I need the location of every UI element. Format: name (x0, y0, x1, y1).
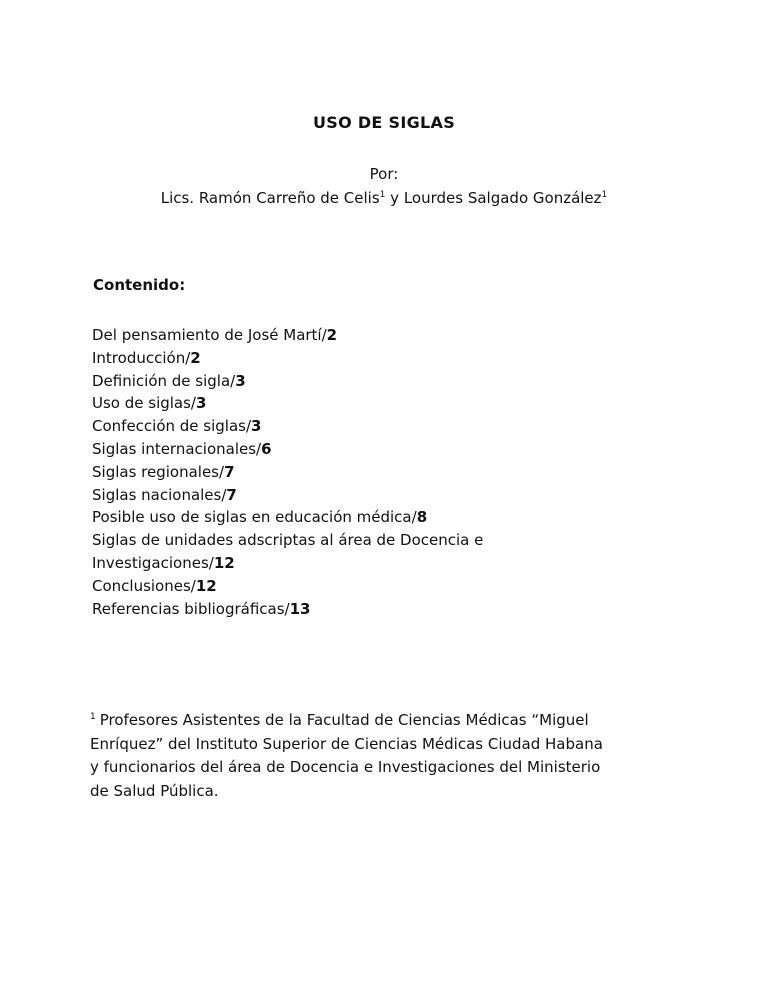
author-connector: y (385, 189, 404, 207)
toc-entry (92, 415, 483, 438)
footnote-line: Enríquez” del Instituto Superior de Ciencias Médicas Ciudad Habana (90, 734, 603, 753)
toc-entry-title: Siglas regionales/ (92, 462, 225, 481)
toc-entry-title: Siglas de unidades adscriptas al área de Docencia e (92, 531, 484, 550)
toc-entry-title: Siglas nacionales/ (92, 485, 227, 504)
footnote-text: Profesores Asistentes de la Facultad de Ciencias Médicas “Miguel (99, 711, 589, 729)
author-name: Lics. Ramón Carreño de Celis (160, 189, 380, 207)
toc-entry (92, 461, 483, 484)
toc-entry-page: 3 (235, 371, 246, 390)
contents-heading: Contenido: (93, 276, 186, 294)
toc-entry-page: 2 (326, 326, 338, 344)
toc-entry-title: Definición de sigla/ (92, 371, 236, 390)
toc-entry (92, 392, 483, 415)
toc-entry-page: 12 (213, 553, 235, 572)
toc-entry-page: 6 (261, 439, 272, 458)
toc-entry (92, 506, 483, 529)
byline-label: Por: (369, 165, 399, 183)
toc-entry (92, 598, 483, 621)
toc-entry (92, 552, 483, 575)
footnote-line (90, 709, 690, 733)
footnote-line: de Salud Pública. (90, 781, 219, 800)
table-of-contents (92, 324, 483, 620)
toc-entry-page: 3 (251, 417, 262, 436)
toc-entry-title: Uso de siglas/ (92, 394, 196, 413)
authors-line (0, 189, 768, 207)
toc-entry-title: Referencias bibliográficas/ (92, 599, 290, 618)
toc-entry-page: 8 (416, 508, 428, 527)
toc-entry (92, 575, 483, 598)
toc-entry (92, 324, 483, 347)
document-title: USO DE SIGLAS (312, 113, 456, 132)
toc-entry-page: 13 (289, 599, 311, 618)
footnote-reference: 1 (601, 190, 608, 200)
toc-entry (92, 347, 483, 370)
toc-entry-title: Del pensamiento de José Martí/ (92, 326, 327, 344)
toc-entry-title: Posible uso de siglas en educación médica/ (92, 508, 417, 527)
toc-entry-page: 3 (196, 394, 207, 413)
toc-entry (92, 370, 483, 393)
toc-entry-title: Confección de siglas/ (92, 417, 252, 436)
toc-entry-page: 12 (195, 576, 217, 595)
footnote-line: y funcionarios del área de Docencia e Investigaciones del Ministerio (90, 758, 601, 776)
toc-entry-title: Siglas internacionales/ (92, 439, 262, 458)
toc-entry-title: Investigaciones/ (92, 553, 214, 572)
toc-entry-page: 7 (224, 462, 235, 481)
toc-entry-title: Introducción/ (92, 348, 191, 367)
toc-entry-page: 2 (190, 348, 201, 367)
author-name: Lourdes Salgado González (403, 189, 602, 207)
footnote-reference: 1 (379, 190, 386, 200)
toc-entry-title: Conclusiones/ (92, 576, 196, 595)
toc-entry (92, 529, 483, 552)
toc-entry (92, 438, 483, 461)
footnote-mark: 1 (90, 712, 96, 722)
footnote (90, 709, 690, 803)
toc-entry (92, 484, 483, 507)
toc-entry-page: 7 (226, 485, 237, 504)
